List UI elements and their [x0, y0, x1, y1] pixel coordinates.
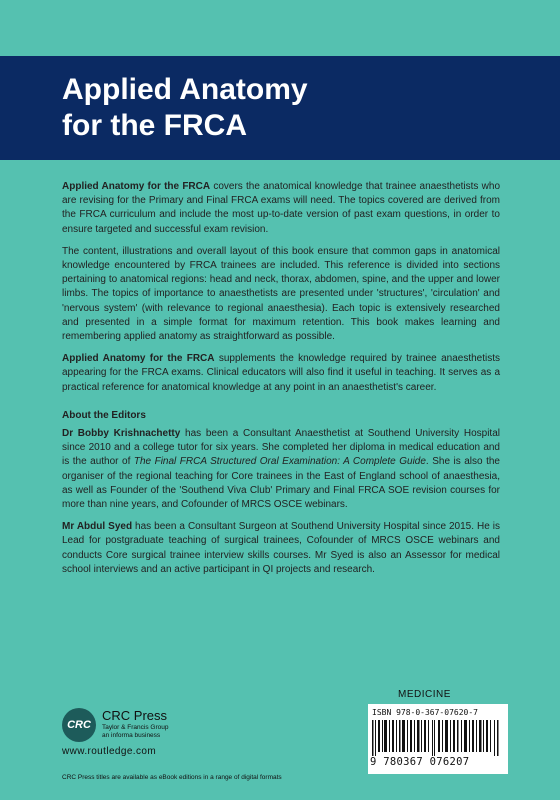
- book-title-inline: Applied Anatomy for the FRCA: [62, 353, 215, 365]
- paragraph-text: covers the anatomical knowledge that trainee anaesthetists who are revising for the Primary and Final FRCA exams will need. The topics covered are derived from the FRCA curriculum and include the most up-to-date version of past exam questions, in order to ensure targeted and successful exam revision.: [62, 181, 501, 235]
- ebook-footnote: CRC Press titles are available as eBook editions in a range of digital formats: [62, 774, 282, 781]
- description-paragraph-1: [62, 180, 500, 237]
- bio-text: has been a Consultant Surgeon at Southend University Hospital since 2015. He is Lead for postgraduate teaching of surgical trainees, Cofounder of MRCS OSCE webinars and conducts Core surgical trainee interview skills courses. Mr Syed is also an Assessor for medical school interviews and an active participant in QI projects and research.: [62, 521, 500, 575]
- paragraph-text: supplements the knowledge required by trainee anaesthetists appearing for the FRCA exams. Clinical educators will also find it useful in teaching. It serves as a practical reference for anatomical knowledge at any point in an anaesthetist's career.: [62, 353, 500, 393]
- subject-category: MEDICINE: [398, 689, 451, 700]
- barcode-icon: [372, 720, 504, 756]
- title-line-1: Applied Anatomy: [62, 73, 308, 106]
- bio-text: . She is also the organiser of the regional teaching for Core trainees in the East of England school of anaesthesia, as well as Founder of the 'Southend Viva Club' Primary and Final FRCA SOE revision courses for more than nine years, and Cofounder of MRCS OSCE webinars.: [62, 456, 500, 511]
- bio-text: has been a Consultant Anaesthetist at Southend University Hospital since 2010 and a college tutor for six years. She completed her diploma in medical education and is the author of: [62, 428, 500, 468]
- description-paragraph-2: The content, illustrations and overall layout of this book ensure that common gaps in anatomical knowledge encountered by FRCA trainees are included. This reference is divided into sections pertaining to anatomical regions: head and neck, thorax, abdomen, spine, and the upper and lower limbs. The topics of importance to anaesthetists are presented under 'structures', 'circulation' and 'nervous system' (with relevance to regional anaesthesia). Each topic is extensively researched and presented in a simple format for maximum retention. This book makes learning and remembering applied anatomy as straightforward as possible.: [62, 245, 500, 343]
- book-title: [62, 72, 308, 144]
- editor-bio-1: [62, 427, 500, 512]
- publisher-block: [62, 706, 242, 766]
- crc-logo-icon: CRC: [62, 708, 96, 742]
- title-line-2: for the FRCA: [62, 109, 247, 142]
- publisher-website[interactable]: www.routledge.com: [62, 746, 157, 757]
- book-title-inline: Applied Anatomy for the FRCA: [62, 181, 211, 192]
- publisher-name: CRC Press: [102, 708, 168, 723]
- book-reference: The Final FRCA Structured Oral Examination: A Complete Guide: [133, 456, 426, 468]
- editor-bio-2: [62, 520, 500, 577]
- isbn-label: ISBN 978-0-367-07620-7: [372, 708, 478, 717]
- publisher-subtitle: [102, 724, 168, 740]
- barcode-number: 9 780367 076207: [370, 756, 470, 768]
- editor-name: Dr Bobby Krishnachetty: [62, 428, 181, 440]
- editor-name: Mr Abdul Syed: [62, 521, 133, 533]
- publisher-tagline: an informa business: [102, 732, 161, 739]
- back-cover-text: [62, 180, 500, 585]
- editors-heading: About the Editors: [62, 409, 146, 421]
- description-paragraph-3: [62, 352, 500, 395]
- publisher-group: Taylor & Francis Group: [102, 724, 169, 731]
- barcode-box: [368, 704, 508, 774]
